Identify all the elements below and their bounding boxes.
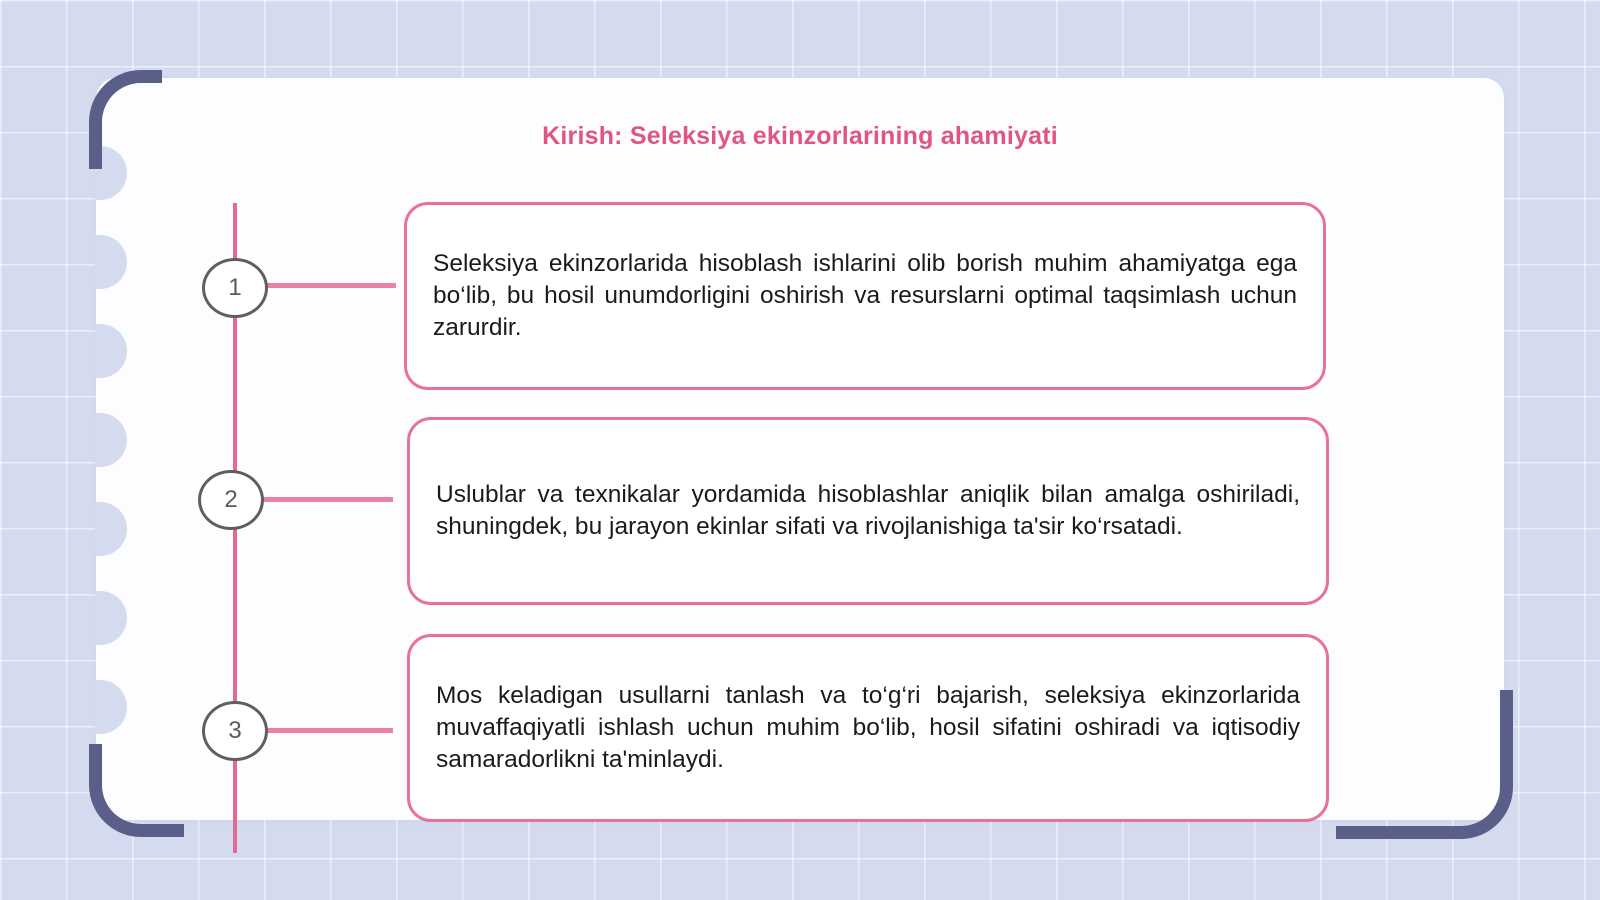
timeline-marker-2: [198, 470, 264, 530]
timeline-card-1: [404, 202, 1326, 390]
timeline-marker-number: 1: [228, 274, 242, 301]
timeline-marker-number: 2: [224, 486, 238, 513]
slide-title: Kirish: Seleksiya ekinzorlarining ahamiyati: [542, 122, 1058, 150]
timeline-connector: [266, 283, 396, 288]
timeline-card-2: [407, 417, 1329, 605]
timeline-card-3: [407, 634, 1329, 822]
timeline-connector: [266, 728, 393, 733]
timeline-marker-number: 3: [228, 717, 242, 744]
timeline-card-text: Seleksiya ekinzorlarida hisoblash ishlarini olib borish muhim ahamiyatga ega bo‘lib, bu hosil unumdorligini oshirish va resurslarni optimal taqsimlash uchun zarurdir.: [433, 250, 1297, 341]
timeline-card-text: Uslublar va texnikalar yordamida hisoblashlar aniqlik bilan amalga oshiriladi, shuningdek, bu jarayon ekinlar sifati va rivojlanishiga ta'sir ko‘rsatadi.: [436, 481, 1300, 540]
timeline-connector: [263, 497, 393, 502]
timeline-marker-3: [202, 701, 268, 761]
corner-bracket-bottom-left: [89, 744, 184, 837]
corner-bracket-bottom-right: [1336, 690, 1513, 839]
timeline-marker-1: [202, 258, 268, 318]
timeline-card-text: Mos keladigan usullarni tanlash va to‘g‘ri bajarish, seleksiya ekinzorlarida muvaffaqiyatli ishlash uchun muhim bo‘lib, hosil sifatini oshiradi va iqtisodiy samaradorlikni ta'minlaydi.: [436, 682, 1300, 773]
